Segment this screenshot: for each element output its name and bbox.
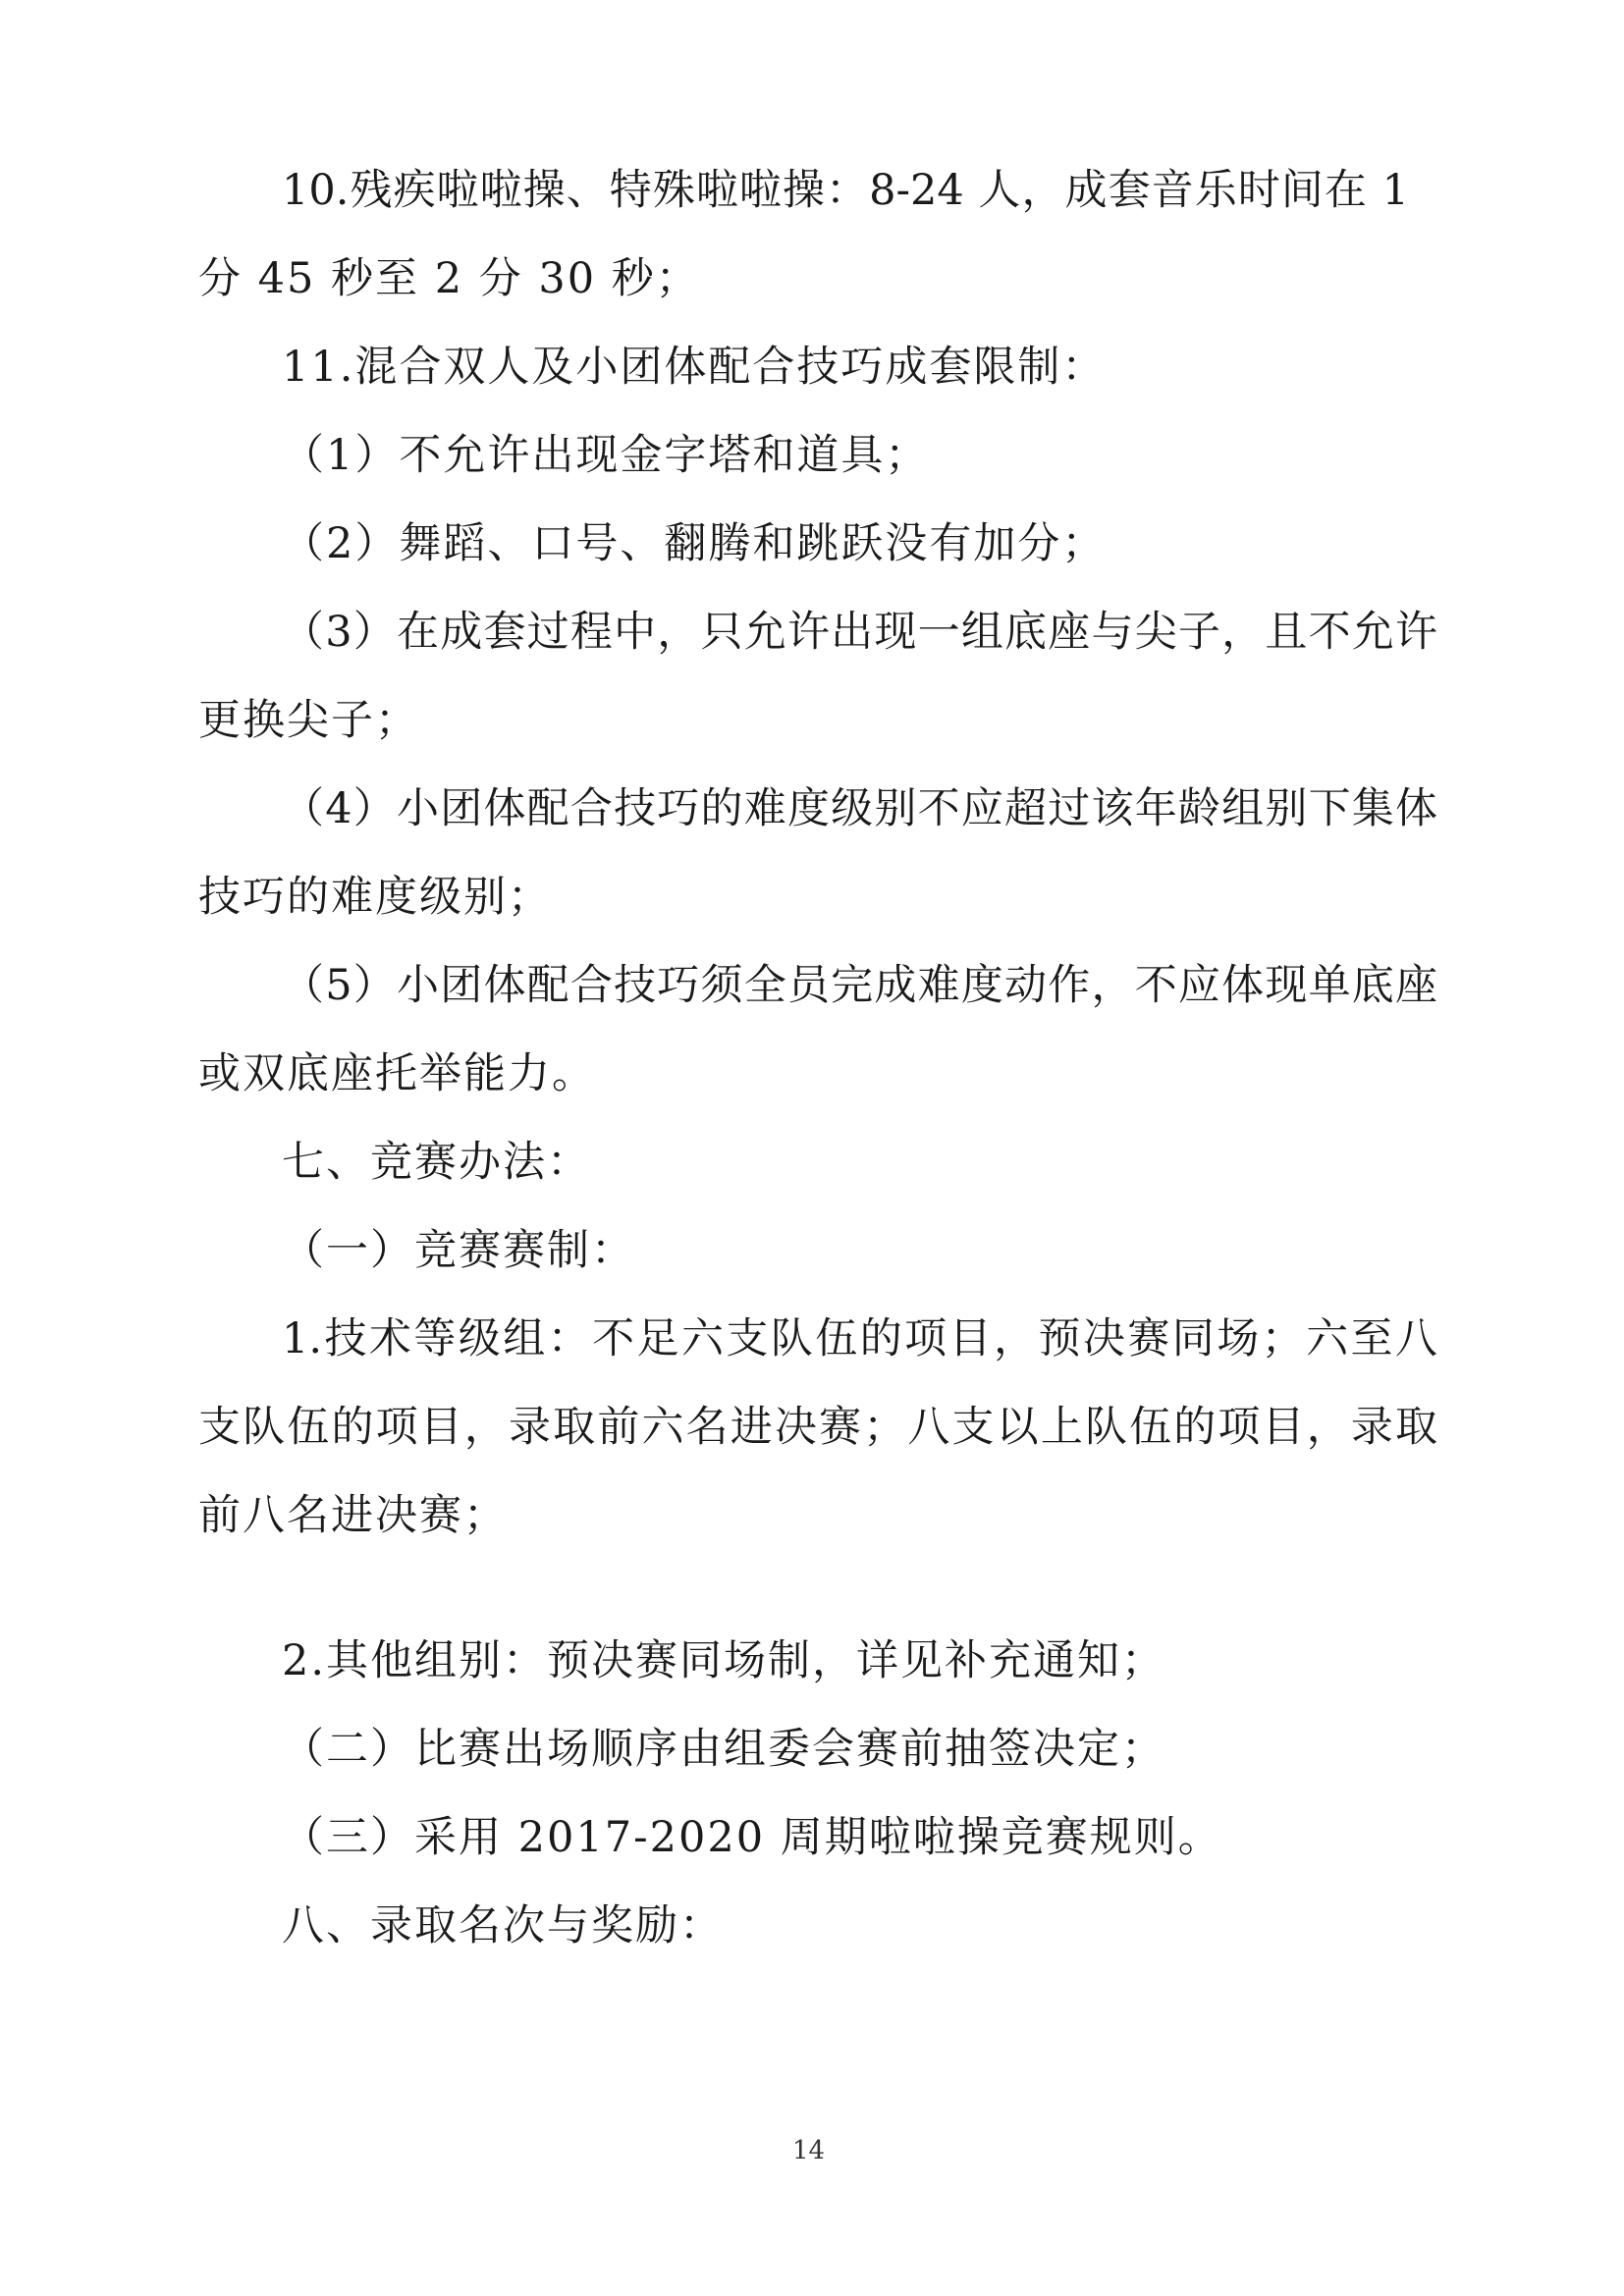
section-heading-8: 八、录取名次与奖励： (282, 1901, 724, 1950)
sub-item-4: （4）小团体配合技巧的难度级别不应超过该年龄组别下集体 (282, 784, 1437, 833)
subsection-heading-3: （三）采用 2017-2020 周期啦啦操竞赛规则。 (282, 1813, 1222, 1862)
sub-item-4-cont: 技巧的难度级别； (198, 873, 552, 922)
sub-item-1: （1）不允许出现金字塔和道具； (282, 431, 930, 480)
page-number: 14 (792, 2136, 826, 2165)
paragraph-item-10-cont: 分 45 秒至 2 分 30 秒； (198, 254, 700, 303)
sub-item-5-cont: 或双底座托举能力。 (198, 1049, 596, 1098)
subsection-heading-2: （二）比赛出场顺序由组委会赛前抽签决定； (282, 1725, 1165, 1774)
sub-item-3: （3）在成套过程中，只允许出现一组底座与尖子，且不允许 (282, 608, 1437, 657)
subsection-heading-1: （一）竞赛赛制： (282, 1226, 635, 1275)
paragraph-item-11: 11.混合双人及小团体配合技巧成套限制： (282, 343, 1107, 392)
rule-item-1-cont: 支队伍的项目，录取前六名进决赛；八支以上队伍的项目，录取 (198, 1403, 1437, 1452)
rule-item-2: 2.其他组别：预决赛同场制，详见补充通知； (282, 1636, 1166, 1685)
paragraph-item-10: 10.残疾啦啦操、特殊啦啦操：8-24 人，成套音乐时间在 1 (282, 166, 1409, 215)
sub-item-3-cont: 更换尖子； (198, 696, 419, 745)
rule-item-1: 1.技术等级组：不足六支队伍的项目，预决赛同场；六至八 (282, 1314, 1437, 1363)
sub-item-2: （2）舞蹈、口号、翻腾和跳跃没有加分； (282, 519, 1107, 568)
rule-item-1-cont-2: 前八名进决赛； (198, 1491, 508, 1540)
sub-item-5: （5）小团体配合技巧须全员完成难度动作，不应体现单底座 (282, 961, 1437, 1010)
section-heading-7: 七、竞赛办法： (282, 1138, 591, 1187)
